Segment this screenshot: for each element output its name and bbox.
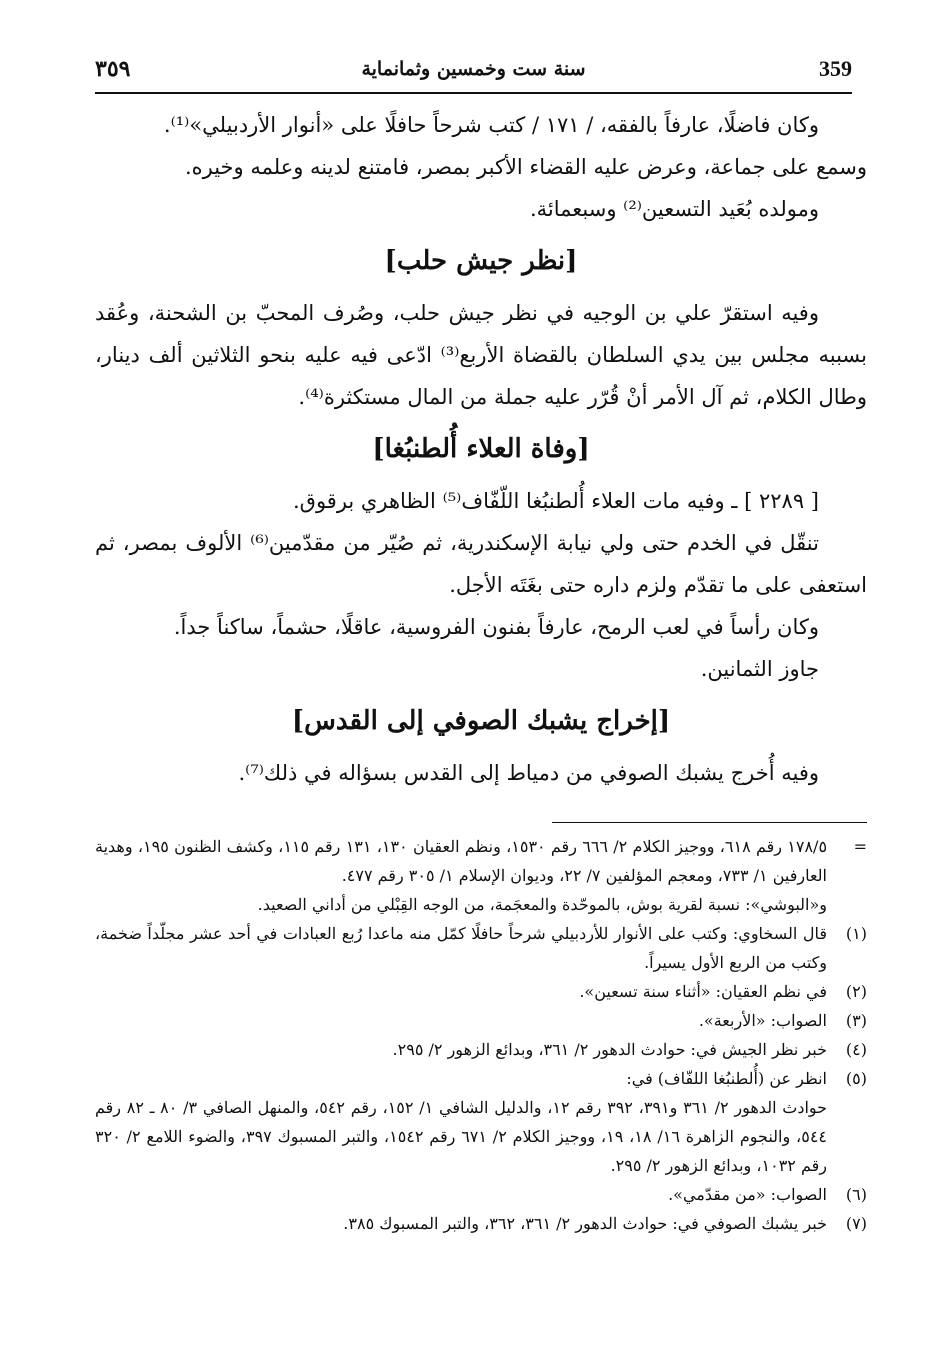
page-number-latin: 359: [819, 56, 852, 81]
footnote-text: قال السخاوي: وكتب على الأنوار للأردبيلي شرحاً حافلًا كمّل منه ماعدا رُبع العبادات في أحد عشر مجلّداً ضخمة، وكتب من الربع الأول يسيراً.: [95, 924, 827, 972]
footnote-text: في نظم العقيان: «أثناء سنة تسعين».: [579, 982, 827, 1001]
footnote-text: الصواب: «الأربعة».: [698, 1011, 827, 1030]
footnote: [95, 977, 867, 1006]
footnote-text: خبر نظر الجيش في: حوادث الدهور ٢/ ٣٦١، وبدائع الزهور ٢/ ٢٩٥.: [392, 1040, 827, 1059]
footnote-text: حوادث الدهور ٢/ ٣٦١ و٣٩١، ٣٩٢ رقم ١٢، والدليل الشافي ١/ ١٥٢، رقم ٥٤٢، والمنهل الصافي ٣/ ٨٠ ـ ٨٢ رقم ٥٤٤، والنجوم الزاهرة ١٦/ ١٨، ١٩، ووجيز الكلام ٢/ ٦٧١ رقم ١٥٤٢، والتبر المسبوك ٣٩٧، والضوء اللامع ٢/ ٣٢٠ رقم ١٠٣٢، وبدائع الزهور ٢/ ٢٩٥.: [95, 1098, 828, 1175]
paragraph: وفيه استقرّ علي بن الوجيه في نظر جيش حلب، وصُرف المحبّ بن الشحنة، وعُقد بسببه مجلس بين يدي السلطان بالقضاة الأربع⁽³⁾ ادّعى فيه عليه بنحو الثلاثين ألف دينار، وطال الكلام، ثم آل الأمر أنْ قُرّر عليه جملة من المال مستكثرة⁽⁴⁾.: [95, 301, 867, 409]
paragraph: وسمع على جماعة، وعرض عليه القضاء الأكبر بمصر، فامتنع لدينه وعلمه وخيره.: [184, 155, 867, 179]
footnote-marker: (٦): [845, 1185, 867, 1204]
footnote: [95, 1180, 867, 1209]
paragraph: وكان رأساً في لعب الرمح، عارفاً بفنون الفروسية، عاقلًا، حشماً، ساكناً جداً.: [173, 615, 819, 639]
footnote-continuation: [95, 832, 867, 890]
section-heading: [إخراج يشبك الصوفي إلى القدس]: [291, 706, 671, 736]
footnote-marker: =: [853, 837, 867, 856]
footnote-marker: (٢): [845, 982, 867, 1001]
paragraph: جاوز الثمانين.: [700, 657, 819, 681]
footnote: [95, 1064, 867, 1093]
footnote-marker: (٧): [845, 1214, 867, 1233]
page-header: [95, 50, 852, 94]
footnote-text: الصواب: «من مقدّمي».: [668, 1185, 827, 1204]
entry-paragraph: [ ٢٢٨٩ ] ـ وفيه مات العلاء أُلطنبُغا اللّفّاف⁽⁵⁾ الظاهري برقوق.: [292, 489, 819, 513]
footnotes: [95, 832, 867, 1238]
paragraph: وفيه أُخرج يشبك الصوفي من دمياط إلى القدس بسؤاله في ذلك⁽⁷⁾.: [238, 761, 819, 785]
footnote-marker: (٥): [845, 1069, 867, 1088]
paragraph: تنقّل في الخدم حتى ولي نيابة الإسكندرية، ثم صُيّر من مقدّمين⁽⁶⁾ الألوف بمصر، ثم استعفى على ما تقدّم ولزم داره حتى بغَتَه الأجل.: [95, 531, 867, 597]
footnote-text: ١٧٨/٥ رقم ٦١٨، ووجيز الكلام ٢/ ٦٦٦ رقم ١٥٣٠، ونظم العقيان ١٣٠، ١٣١ رقم ١١٥، وكشف الظنون ١٩٥، وهدية العارفين ١/ ٧٣٣، ومعجم المؤلفين ٧/ ٢٢، وديوان الإسلام ١/ ٣٠٥ رقم ٤٧٧.: [95, 837, 828, 885]
footnote: [95, 919, 867, 977]
footnote: [95, 1006, 867, 1035]
section-heading: [نظر جيش حلب]: [384, 246, 578, 276]
footnote: [95, 1035, 867, 1064]
section-heading: [وفاة العلاء أُلطنبُغا]: [372, 434, 590, 464]
footnote-marker: (١): [845, 924, 867, 943]
footnote-rule: [552, 822, 867, 823]
paragraph: ومولده بُعَيد التسعين⁽²⁾ وسبعمائة.: [529, 197, 819, 221]
footnote-text: و«البوشي»: نسبة لقرية بوش، بالموحّدة والمعجَمة، من الوجه القِبْلي من أداني الصعيد.: [257, 895, 827, 914]
main-text: [95, 104, 867, 794]
footnote-marker: (٣): [845, 1011, 867, 1030]
footnote-text: خبر يشبك الصوفي في: حوادث الدهور ٢/ ٣٦١، ٣٦٢، والتبر المسبوك ٣٨٥.: [343, 1214, 827, 1233]
footnote-marker: (٤): [845, 1040, 867, 1059]
page-number-arabic: ٣٥٩: [95, 56, 131, 82]
footnote: [95, 1209, 867, 1238]
header-rule: [95, 92, 852, 94]
footnote-text: انظر عن (أُلطنبُغا اللفّاف) في:: [626, 1069, 827, 1088]
running-title: سنة ست وخمسين وثمانماية: [361, 58, 586, 80]
paragraph: وكان فاضلًا، عارفاً بالفقه، / ١٧١ / كتب شرحاً حافلًا على «أنوار الأردبيلي»⁽¹⁾.: [163, 113, 819, 137]
